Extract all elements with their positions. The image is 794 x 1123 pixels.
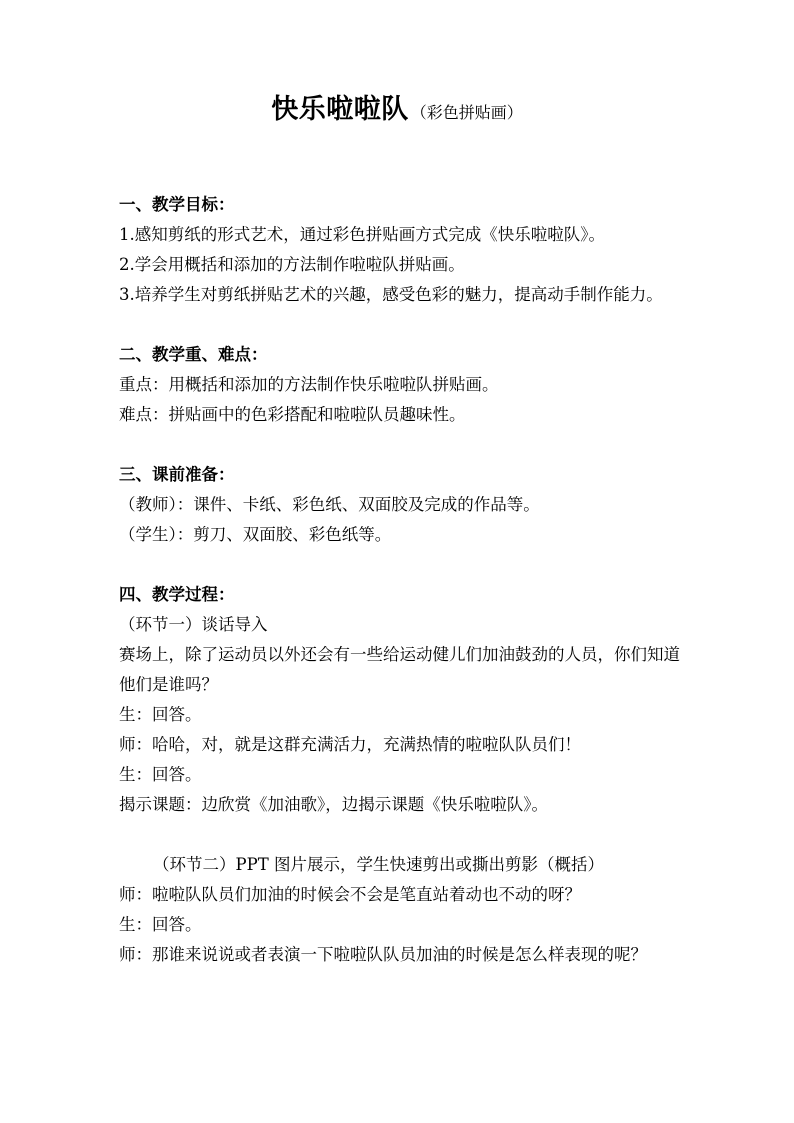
process-step-title: （环节一）谈话导入 — [119, 615, 268, 634]
preparation-item: （学生）：剪刀、双面胶、彩色纸等。 — [119, 525, 392, 544]
objective-item: 1.感知剪纸的形式艺术，通过彩色拼贴画方式完成《快乐啦啦队》。 — [119, 225, 605, 244]
process-paragraph: 赛场上，除了运动员以外还会有一些给运动健儿们加油鼓劲的人员，你们知道他们是谁吗？ — [119, 645, 680, 694]
objective-item: 2.学会用概括和添加的方法制作啦啦队拼贴画。 — [119, 255, 465, 274]
section-spacer — [119, 820, 684, 850]
process-paragraph: 生：回答。 — [119, 765, 202, 784]
key-point-item: 难点：拼贴画中的色彩搭配和啦啦队员趣味性。 — [119, 405, 466, 424]
section-spacer — [119, 430, 684, 460]
section-spacer — [119, 310, 684, 340]
section-spacer — [119, 550, 684, 580]
process-paragraph: 师：那谁来说说或者表演一下啦啦队队员加油的时候是怎么样表现的呢？ — [119, 945, 647, 964]
process-paragraph: 师：啦啦队队员们加油的时候会不会是笔直站着动也不动的呀？ — [119, 885, 581, 904]
process-step-title: （环节二）PPT 图片展示，学生快速剪出或撕出剪影（概括） — [153, 855, 604, 874]
section-heading-preparation: 三、课前准备： — [119, 465, 235, 484]
title-main: 快乐啦啦队 — [271, 94, 409, 125]
document-body — [119, 190, 684, 970]
key-point-item: 重点：用概括和添加的方法制作快乐啦啦队拼贴画。 — [119, 375, 499, 394]
section-heading-key-points: 二、教学重、难点： — [119, 345, 268, 364]
section-heading-process: 四、教学过程： — [119, 585, 235, 604]
section-heading-objectives: 一、教学目标： — [119, 195, 235, 214]
preparation-item: （教师）：课件、卡纸、彩色纸、双面胶及完成的作品等。 — [119, 495, 540, 514]
process-paragraph: 师：哈哈，对，就是这群充满活力，充满热情的啦啦队队员们！ — [119, 735, 581, 754]
process-paragraph: 揭示课题：边欣赏《加油歌》，边揭示课题《快乐啦啦队》。 — [119, 795, 548, 814]
process-paragraph: 生：回答。 — [119, 915, 202, 934]
document-title — [0, 92, 794, 131]
objective-item: 3.培养学生对剪纸拼贴艺术的兴趣，感受色彩的魅力，提高动手制作能力。 — [119, 285, 663, 304]
process-paragraph: 生：回答。 — [119, 705, 202, 724]
title-subtitle: （彩色拼贴画） — [410, 103, 523, 122]
